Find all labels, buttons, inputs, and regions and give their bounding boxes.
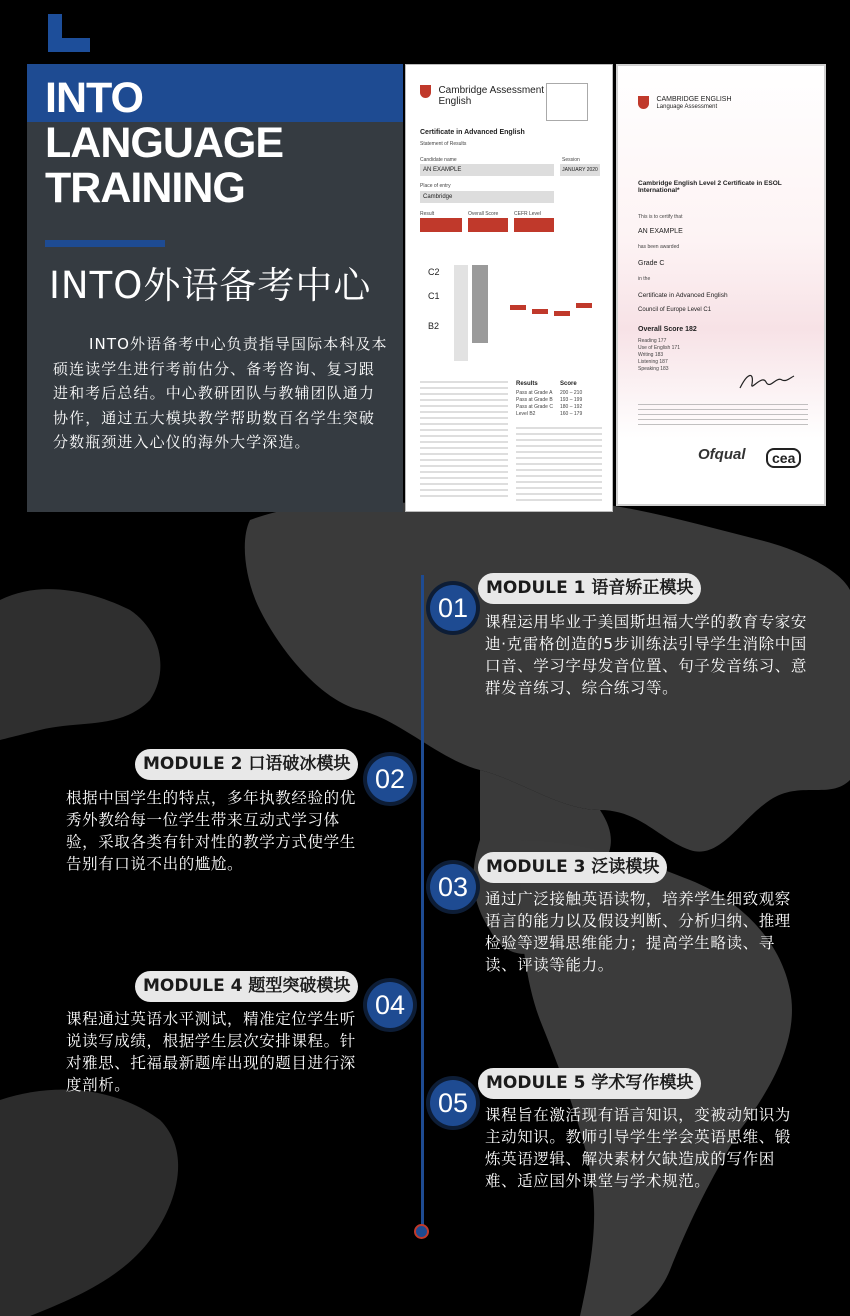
cert2-council: Council of Europe Level C1 (638, 307, 712, 313)
intro-description: INTO外语备考中心负责指导国际本科及本硕连读学生进行考前估分、备考咨询、复习跟进和考后总结。中心教研团队与教辅团队通力协作，通过五大模块教学帮助数百名学生突破分数瓶颈进入心仪的海外大学深造。 (53, 335, 388, 451)
cert2-heading: Cambridge English Level 2 Certificate in ESOL International* (638, 180, 782, 194)
grade-a: Pass at Grade A (516, 390, 553, 396)
module-1-number: 01 (430, 585, 476, 631)
level-b2: B2 (428, 321, 440, 331)
level-c2: C2 (428, 267, 440, 277)
session-value: JANUARY 2020 (560, 164, 600, 176)
skill-writing: Writing 183 (638, 352, 664, 358)
skill-list (638, 338, 680, 373)
cert-brand: Cambridge Assessment (438, 85, 545, 96)
module-3-number: 03 (430, 864, 476, 910)
title-divider (45, 240, 165, 247)
intro-title-en: INTO LANGUAGE TRAINING (45, 74, 284, 212)
overall-label: Overall Score (468, 211, 499, 217)
cert-subtitle: Statement of Results (420, 141, 467, 147)
grade-b-score: 193 – 199 (560, 397, 583, 403)
cert2-in: in the (638, 276, 651, 282)
certificate-statement-of-results (405, 64, 613, 512)
candidate-name: AN EXAMPLE (420, 164, 554, 176)
intro-title-cn: INTO外语备考中心 (49, 264, 372, 307)
corner-logo-mark (48, 14, 90, 52)
module-5-number: 05 (430, 1080, 476, 1126)
cert2-awarded: has been awarded (638, 244, 680, 250)
module-2-text: 根据中国学生的特点，多年执教经验的优秀外教给每一位学生带来互动式学习体验，采取各类有针对性的教学方式使学生告别有口说不出的尴尬。 (66, 789, 356, 873)
module-3-title: MODULE 3 泛读模块 (478, 852, 667, 883)
skill-listening: Listening 187 (638, 359, 668, 365)
intro-panel (27, 64, 403, 512)
module-2-title: MODULE 2 口语破冰模块 (135, 749, 358, 780)
module-4-number: 04 (367, 982, 413, 1028)
cert2-brand: CAMBRIDGE ENGLISH (656, 96, 732, 103)
cert2-brand-sub: Language Assessment (656, 104, 718, 110)
module-4-text: 课程通过英语水平测试，精准定位学生听说读写成绩，根据学生层次安排课程。针对雅思、托福最新题库出现的题目进行深度剖析。 (66, 1010, 356, 1094)
grade-c: Pass at Grade C (516, 404, 553, 410)
cert2-certify: This is to certify that (638, 214, 683, 220)
grade-score-list (560, 390, 582, 418)
cert2-overall: Overall Score 182 (638, 326, 697, 333)
module-5-text: 课程旨在激活现有语言知识，变被动知识为主动知识。教师引导学生学会英语思维、锻炼英语逻辑、解决素材欠缺造成的写作困难、适应国外课堂与学术规范。 (485, 1106, 791, 1190)
place-label: Place of entry (420, 183, 451, 189)
cert-title: Certificate in Advanced English (420, 129, 525, 136)
module-1-text: 课程运用毕业于美国斯坦福大学的教育专家安迪·克雷格创造的5步训练法引导学生消除中国口音、学习字母发音位置、句子发音练习、意群发音练习、综合练习等。 (485, 613, 808, 697)
cert2-name: AN EXAMPLE (638, 228, 683, 235)
result-label: Result (420, 211, 435, 217)
skill-reading: Reading 177 (638, 338, 667, 344)
module-4-title: MODULE 4 题型突破模块 (135, 971, 358, 1002)
grade-a-score: 200 – 210 (560, 390, 583, 396)
cambridge-assessment-logo (420, 85, 544, 107)
grade-list (516, 390, 553, 418)
place-value: Cambridge (420, 191, 554, 203)
skill-use-of-english: Use of English 171 (638, 345, 680, 351)
grade-b: Pass at Grade B (516, 397, 553, 403)
cea-logo: cea (766, 448, 801, 468)
timeline-end-dot (414, 1224, 429, 1239)
score-header: Score (560, 381, 577, 387)
results-header: Results (516, 381, 538, 387)
grade-b2-score: 160 – 179 (560, 411, 583, 417)
cambridge-crest-icon (638, 96, 649, 109)
module-2-number: 02 (367, 756, 413, 802)
grade-b2: Level B2 (516, 411, 536, 417)
candidate-label: Candidate name (420, 157, 457, 163)
certificate-award (616, 64, 826, 506)
level-c1: C1 (428, 291, 440, 301)
score-scale-chart (420, 265, 604, 365)
module-1-title: MODULE 1 语音矫正模块 (478, 573, 701, 604)
grade-c-score: 180 – 192 (560, 404, 583, 410)
skill-speaking: Speaking 183 (638, 366, 669, 372)
cambridge-english-logo (638, 96, 732, 114)
cert2-certificate: Certificate in Advanced English (638, 292, 728, 299)
cert2-grade: Grade C (638, 260, 665, 267)
timeline-line (421, 575, 424, 1233)
ofqual-logo: Ofqual (698, 446, 746, 463)
session-label: Session (562, 157, 580, 163)
module-3-text: 通过广泛接触英语读物，培养学生细致观察语言的能力以及假设判断、分析归纳、推理检验等逻辑思维能力；提高学生略读、寻读、评读等能力。 (485, 890, 791, 974)
signature-icon (736, 368, 796, 394)
cambridge-shield-icon (420, 85, 431, 98)
module-5-title: MODULE 5 学术写作模块 (478, 1068, 701, 1099)
cefr-label: CEFR Level (514, 211, 541, 217)
cert-brand-sub: English (438, 96, 472, 107)
